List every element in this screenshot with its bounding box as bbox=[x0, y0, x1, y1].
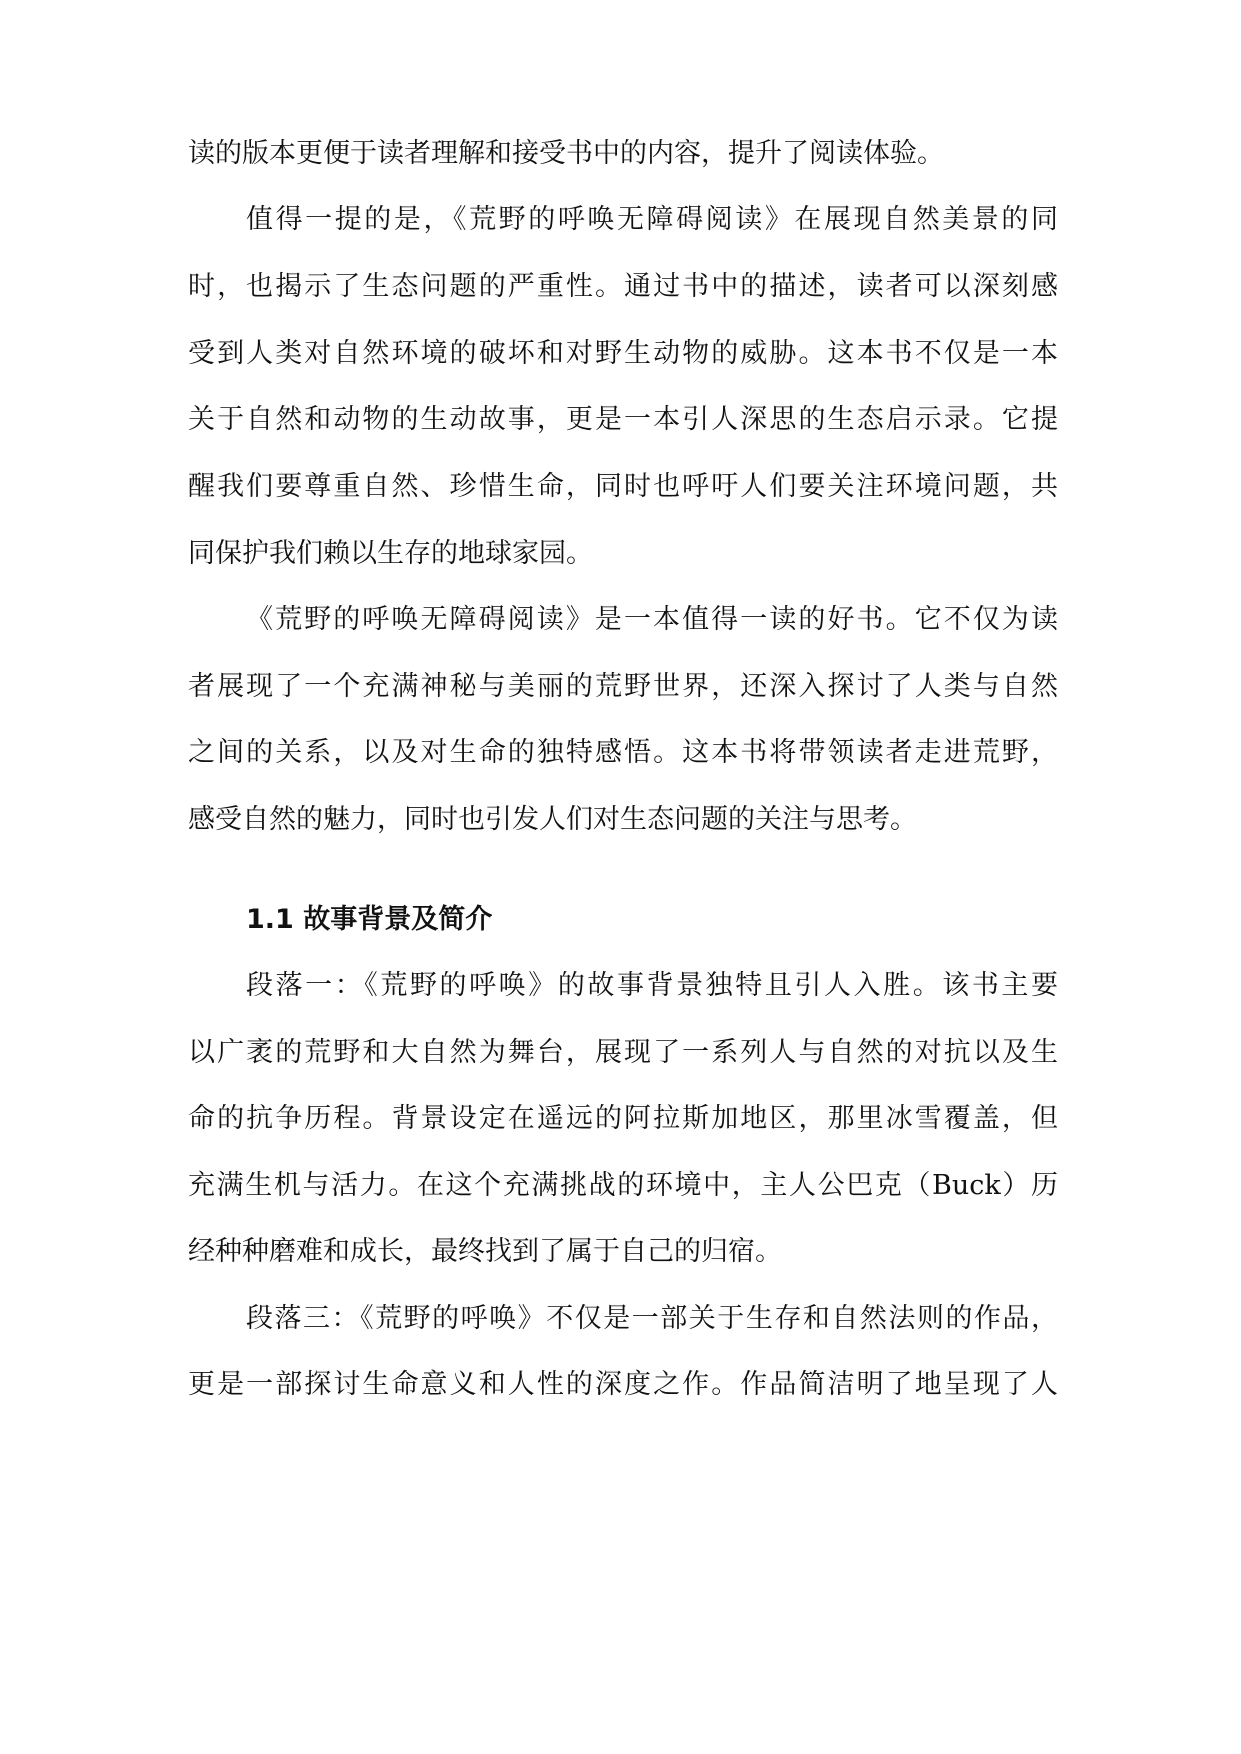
text-line-17: 段落三：《荒野的呼唤》不仅是一部关于生存和自然法则的作品， bbox=[246, 1303, 1058, 1334]
text-line-4: 受到人类对自然环境的破坏和对野生动物的威胁。这本书不仅是一本 bbox=[188, 338, 1058, 369]
text-line-8: 《荒野的呼唤无障碍阅读》是一本值得一读的好书。它不仅为读 bbox=[246, 604, 1058, 635]
text-line-14: 命的抗争历程。背景设定在遥远的阿拉斯加地区，那里冰雪覆盖，但 bbox=[188, 1103, 1058, 1134]
text-line-5: 关于自然和动物的生动故事，更是一本引人深思的生态启示录。它提 bbox=[188, 404, 1058, 435]
text-line-11: 感受自然的魅力，同时也引发人们对生态问题的关注与思考。 bbox=[188, 804, 917, 835]
text-line-6: 醒我们要尊重自然、珍惜生命，同时也呼吁人们要关注环境问题，共 bbox=[188, 471, 1058, 502]
section-heading: 1.1 故事背景及简介 bbox=[246, 904, 493, 935]
text-line-16: 经种种磨难和成长，最终找到了属于自己的归宿。 bbox=[188, 1236, 782, 1267]
text-line-12: 段落一：《荒野的呼唤》的故事背景独特且引人入胜。该书主要 bbox=[246, 970, 1058, 1001]
text-line-2: 值得一提的是，《荒野的呼唤无障碍阅读》在展现自然美景的同 bbox=[246, 204, 1058, 235]
text-line-15: 充满生机与活力。在这个充满挑战的环境中，主人公巴克（Buck）历 bbox=[188, 1170, 1058, 1201]
text-line-3: 时，也揭示了生态问题的严重性。通过书中的描述，读者可以深刻感 bbox=[188, 271, 1058, 302]
text-line-9: 者展现了一个充满神秘与美丽的荒野世界，还深入探讨了人类与自然 bbox=[188, 671, 1058, 702]
text-line-18: 更是一部探讨生命意义和人性的深度之作。作品简洁明了地呈现了人 bbox=[188, 1369, 1058, 1400]
text-line-7: 同保护我们赖以生存的地球家园。 bbox=[188, 538, 593, 569]
text-line-10: 之间的关系，以及对生命的独特感悟。这本书将带领读者走进荒野， bbox=[188, 737, 1058, 768]
text-line-13: 以广袤的荒野和大自然为舞台，展现了一系列人与自然的对抗以及生 bbox=[188, 1037, 1058, 1068]
text-line-1: 读的版本更便于读者理解和接受书中的内容，提升了阅读体验。 bbox=[188, 138, 944, 169]
